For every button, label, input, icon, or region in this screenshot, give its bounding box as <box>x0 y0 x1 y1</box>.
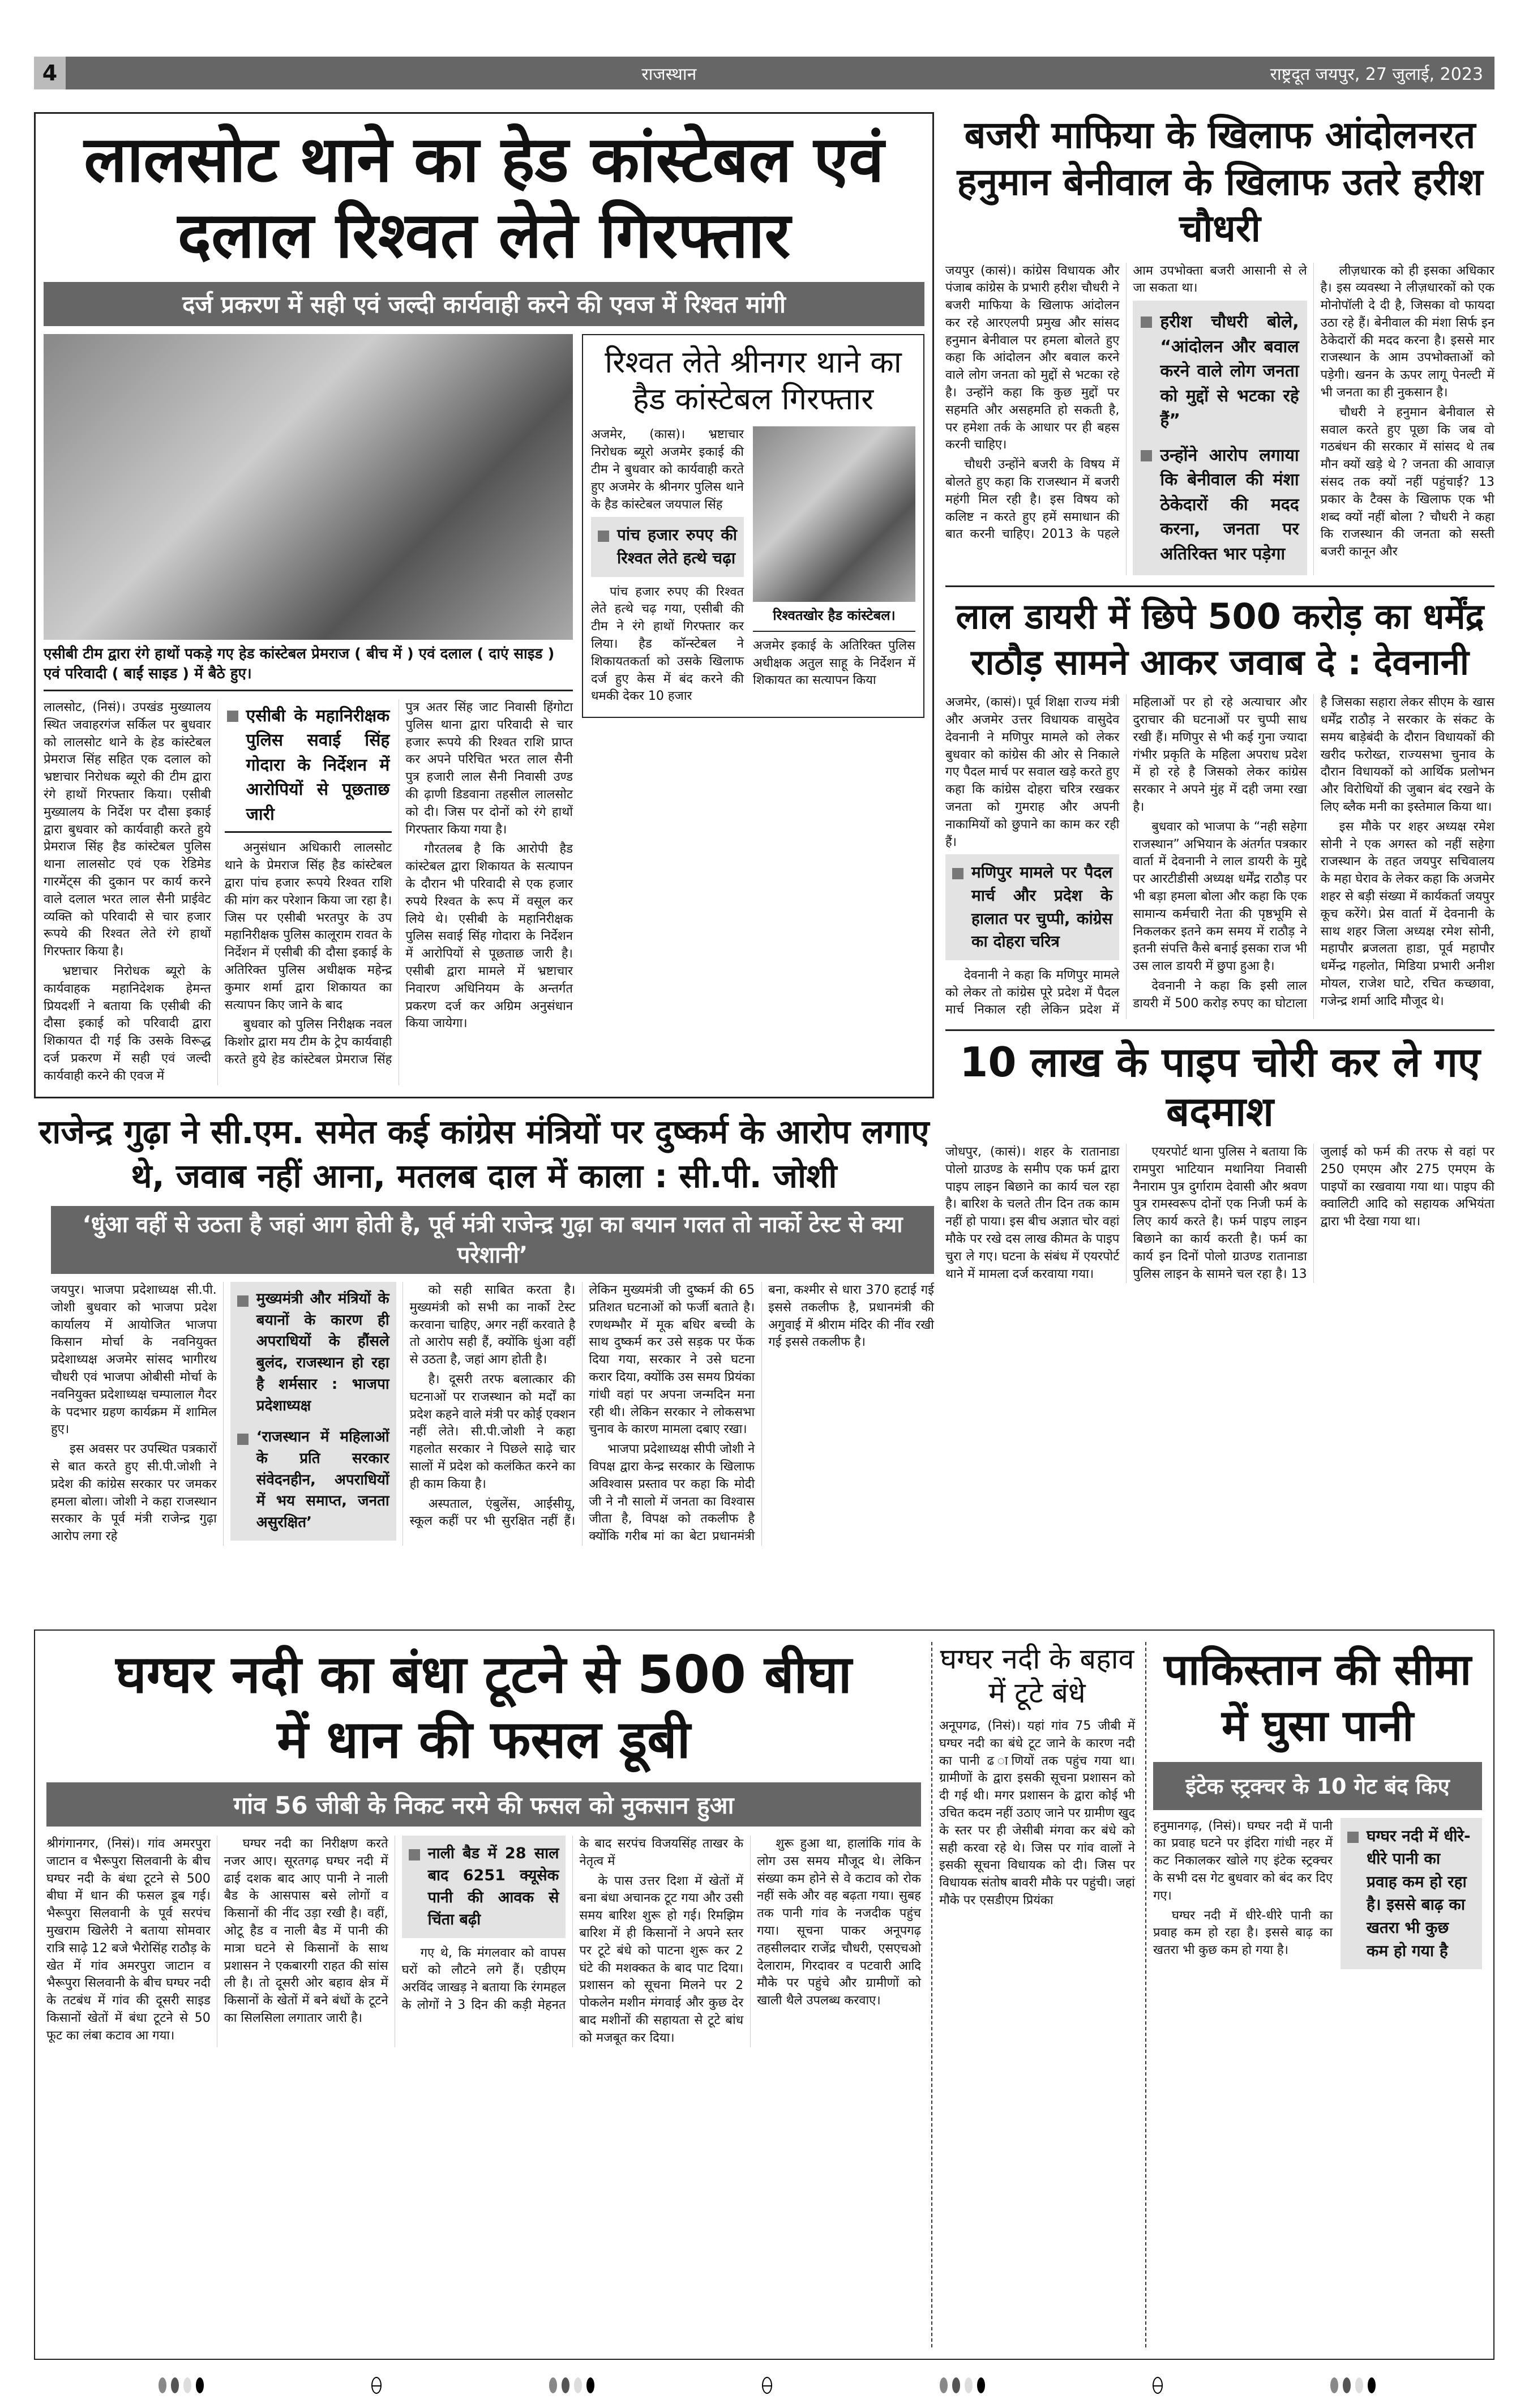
story-lalsot-subhead: दर्ज प्रकरण में सही एवं जल्दी कार्यवाही करने की एवज में रिश्वत मांगी <box>44 282 924 326</box>
paragraph: को सही साबित करता है। मुख्यमंत्री को सभी का नार्को टेस्ट करवाना चाहिए, अगर नहीं करवाते है तो आरोप सही हैं, क्योंकि धुंआ वहीं से उठता है, जहां आग होती है। <box>409 1283 576 1367</box>
story-bajri <box>945 112 1494 575</box>
paragraph: शुरू हुआ था, हालांकि गांव के लोग उस समय मौजूद थे। लेकिन संख्या कम होने से वे कटाव को रोक नहीं सके और वह बढ़ता गया। सुबह तक पानी गांव के नजदीक पहुंच गया। सूचना पाकर अनूपगढ़ तहसीलदार राजेंद्र चौधरी, एसएचओ देलाराम, गिरदावर व पटवारी आदि मौके पर पहुंचे और ग्रामीणों को खाली थैले उपलब्ध करवाए। <box>757 1837 921 2008</box>
paragraph: एयरपोर्ट थाना पुलिस ने बताया कि रामपुरा भाटियान मथानिया निवासी नैनाराम पुत्र दुर्गाराम देवासी और श्रवण पुत्र रामस्वरूप दोनों एक निजी फर्म के लिए कार्य करते है। फर्म पाइप लाइन बिछाने का कार्य करती है। फर्म का कार्य इन दिनों पोलो ग्राउण्ड रातानाडा पुलिस लाइन के सामने चल रहा है। 13 जुलाई को फर्म की तरफ से वहां पर 250 एमएम और 275 एमएम के पाइपों का रखवाया गया था। पाइप की क्वालिटी आदि को सहायक अभियंता द्वारा भी देखा गया था। <box>1133 1145 1494 1281</box>
paragraph: हनुमानगढ़, (निसं)। घग्घर नदी में पानी का प्रवाह घटने पर इंदिरा गांधी नहर में कट निकालकर खोले गए इंटेक स्ट्रक्चर के सभी दस गेट बुधवार को बंद कर दिए गए। <box>1153 1819 1333 1903</box>
story-bahav-body <box>939 1718 1135 1910</box>
paragraph: चौधरी उन्होंने बजरी के विषय में बोलते हुए कहा कि राजस्थान में बजरी महंगी मिल रही है। इस विषय को कलिष्ट न करते हुए हमें समाधान की बात करनी चाहिए। 2013 के पहले आम उपभोक्ता बजरी आसानी से ले जा सकता था। <box>945 263 1307 542</box>
story-srinagar <box>582 334 924 718</box>
highlight-text: मणिपुर मामले पर पैदल मार्च और प्रदेश के हालात पर चुप्पी, कांग्रेस का दोहरा चरित्र <box>971 863 1113 951</box>
story-lalsot-body <box>44 699 573 1085</box>
highlight-text: पांच हजार रुपए की रिश्वत लेते हत्थे चढ़ा <box>617 525 737 567</box>
paragraph: गए थे, कि मंगलवार को वापस घरों को लौटने लगे हैं। एडीएम अरविंद जाखड़ ने बताया कि रंगमहल के लोगों ने 3 दिन की कड़ी मेहनत के बाद सरपंच विजयसिंह ताखर के नेतृत्व में <box>401 1837 744 2012</box>
paragraph: अजमेर इकाई के अतिरिक्त पुलिस अधीक्षक अतुल साहू के निर्देशन में शिकायत का सत्यापन किया <box>753 638 915 688</box>
bullet-icon <box>1347 1832 1359 1843</box>
paragraph: के पास उत्तर दिशा में खेतों में बना बंधा अचानक टूट गया और उसी समय बारिश शुरू हो गई। रिमझिम बारिश में ही किसानों ने अपने स्तर पर टूटे बंधे को पाटना शुरू कर 2 घंटे की मशक्कत के बाद पाट दिया। प्रशासन को सूचना मिलने पर 2 पोकलेन मशीन मंगवाई और कुछ देर बाद मशीनों की सहायता से टूटे बांध को मजबूत कर दिया। <box>579 1874 744 2045</box>
story-devnani-highlight <box>945 854 1119 960</box>
color-bar <box>940 2377 985 2393</box>
bullet-icon <box>237 1295 249 1307</box>
highlight-text: एसीबी के महानिरीक्षक पुलिस सवाई सिंह गोदारा के निर्देशन में आरोपियों से पूछताछ जारी <box>246 705 390 824</box>
bullet-icon <box>227 711 238 722</box>
paragraph: भ्रष्टाचार निरोधक ब्यूरो के कार्यवाहक महानिदेशक हेमन्त प्रियदर्शी ने बताया कि एसीबी की दौसा इकाई को परिवादी द्वारा शिकायत दी गई कि उसके विरूद्ध दर्ज प्रकरण में सही एवं जल्दी कार्यवाही करने की एवज में <box>44 964 211 1083</box>
divider <box>945 585 1494 587</box>
paragraph: जयपुर। भाजपा प्रदेशाध्यक्ष सी.पी. जोशी बुधवार को भाजपा प्रदेश कार्यालय में आयोजित भाजपा किसान मोर्चा के नवनियुक्त प्रदेशाध्यक्ष अजमेर सांसद भागीरथ चौधरी एवं भाजपा ओबीसी मोर्चा के नवनियुक्त प्रदेशाध्यक्ष चम्पालाल गैदर के पदभार ग्रहण कार्यक्रम में शामिल हुए। <box>51 1283 217 1437</box>
highlight-text: मुख्यमंत्री और मंत्रियों के बयानों के कारण ही अपराधियों के हौंसले बुलंद, राजस्थान हो रहा है शर्मसार : भाजपा प्रदेशाध्यक्ष <box>256 1290 389 1414</box>
highlight-text: उन्होंने आरोप लगाया कि बेनीवाल की मंशा ठेकेदारों की मदद करना, जनता पर अतिरिक्त भार पड़ेगा <box>1160 445 1299 564</box>
paragraph: बुधवार को भाजपा के “नही सहेगा राजस्थान” अभियान के अंतर्गत पत्रकार वार्ता में देवनानी ने लाल डायरी के मुद्दे पर आरटीडीसी अध्यक्ष धर्मेंद्र राठौड़ पर भी बड़ा हमला बोला और कहा कि एक सामान्य कर्मचारी नेता की पृष्ठभूमि से निकलकर इतने कम समय में राठौड़ ने इतनी संपत्ति कैसे बनाई इसका राज भी उस लाल डायरी में छुपा हुआ है। <box>1133 819 1307 974</box>
story-ghaggar-subhead: गांव 56 जीबी के निकट नरमे की फसल को नुकसान हुआ <box>46 1782 921 1827</box>
story-pakistan-subhead: इंटेक स्ट्रक्चर के 10 गेट बंद किए <box>1153 1762 1482 1810</box>
bullet-icon <box>598 531 609 542</box>
paragraph: जोधपुर, (कासं)। शहर के रातानाडा पोलो ग्राउण्ड के समीप एक फर्म द्वारा पाइप लाइन बिछाने का कार्य चल रहा है। बारिश के चलते तीन दिन तक काम नहीं हो पाया। इस बीच अज्ञात चोर वहां मौके पर रखे दस लाख कीमत के पाइप चुरा ले गए। घटना के संबंध में एयरपोर्ट थाने में मामला दर्ज करवाया गया। <box>945 1145 1120 1281</box>
paragraph: घग्घर नदी में धीरे-धीरे पानी का प्रवाह कम हो रहा है। इससे बाढ़ का खतरा भी कुछ कम हो गया है। <box>1153 1908 1333 1958</box>
paragraph: इस मौके पर शहर अध्यक्ष रमेश सोनी ने एक अगस्त को नहीं सहेगा राजस्थान के तहत जयपुर सचिवालय के महा घेराव के लेकर कहा कि अजमेर शहर से बड़ी संख्या में कार्यकर्ता जयपुर कूच करेंगे। प्रेस वार्ता में देवनानी के साथ शहर जिला अध्यक्ष रमेश सोनी, महापौर ब्रजलता हाडा, पूर्व महापौर धर्मेन्द्र गहलोत, मिडिया प्रभारी अनीश मोयल, राजेश घाटे, रचित कच्छावा, गजेन्द्र शर्मा आदि मौजूद थे। <box>1320 819 1494 1008</box>
highlight-text: ‘राजस्थान में महिलाओं के प्रति सरकार संवेदनहीन, अपराधियों में भय समाप्त, जनता असुरक्षित’ <box>256 1428 389 1531</box>
bullet-icon <box>952 868 963 879</box>
divider <box>44 690 573 691</box>
page-number: 4 <box>34 57 66 89</box>
divider <box>945 1029 1494 1031</box>
bullet-icon <box>237 1434 249 1445</box>
story-lalsot-content <box>44 334 924 1085</box>
paragraph: पांच हजार रुपए की रिश्वत लेते हत्थे चढ़ गया, एसीबी की टीम ने रंगे हाथों गिरफ्तार कर लिया। हैड कॉन्स्टेबल ने शिकायतकर्ता को उसके खिलाफ दर्ज हुए केस में बंद करने की धमकी देकर 10 हजार <box>591 584 744 704</box>
story-pakistan-highlight <box>1341 1818 1482 1970</box>
paragraph: अनूपगढ, (निसं)। यहां गांव 75 जीबी में घग्घर नदी का बंधे टूट जाने के कारण नदी का पानी ढ ाणियों तक पहुंच गया था। ग्रामीणों के द्वारा इसकी सूचना प्रशासन को दी गई थी। मगर प्रशासन के द्वारा कोई भी उचित कदम नहीं उठाए जाने पर ग्रामीण खुद के स्तर पर ही जेसीबी मंगवा कर बंधे को सही करवा रहे थे। जिस पर गांव वालों ने इसकी सूचना विधायक को दी। जिस पर विधायक संतोष बावरी मौके पर पहुंची। जहां मौके पर एसडीएम प्रियंका <box>939 1719 1135 1907</box>
story-gudha-headline: राजेन्द्र गुढ़ा ने सी.एम. समेत कई कांग्रेस मंत्रियों पर दुष्कर्म के आरोप लगाए थे, जवाब नहीं आना, मतलब दाल में काला : सी.पी. जोशी <box>38 1112 930 1195</box>
story-devnani-body <box>945 694 1494 1019</box>
paper-date: राष्ट्रदूत जयपुर, 27 जुलाई, 2023 <box>1270 64 1483 84</box>
highlight-text: हरीश चौधरी बोले, “आंदोलन और बवाल करने वाले लोग जनता को मुद्दों से भटका रहे हैं” <box>1160 312 1299 431</box>
crosshair-icon <box>1153 2377 1163 2394</box>
paragraph: इस अवसर पर उपस्थित पत्रकारों से बात करते हुए सी.पी.जोशी ने प्रदेश की कांग्रेस सरकार पर जमकर हमला बोला। जोशी ने कहा राजस्थान सरकार के पूर्व मंत्री राजेन्द्र गुढ़ा आरोप लगा रहे <box>51 1442 217 1544</box>
color-bar <box>159 2377 204 2393</box>
crosshair-icon <box>762 2377 772 2394</box>
story-bajri-body <box>945 263 1494 576</box>
story-bajri-highlights <box>1133 301 1307 575</box>
story-ghaggar-body <box>46 1836 921 2047</box>
story-gudha-subhead: ‘धुंआ वहीं से उठता है जहां आग होती है, पूर्व मंत्री राजेन्द्र गुढ़ा का बयान गलत तो नार्को टेस्ट से क्या परेशानी’ <box>51 1206 934 1274</box>
story-ghaggar-headline: घग्घर नदी का बंधा टूटने से 500 बीघा में धान की फसल डूबी <box>115 1644 852 1770</box>
paragraph: जयपुर (कासं)। कांग्रेस विधायक और पंजाब कांग्रेस के प्रभारी हरीश चौधरी ने बजरी माफिया के खिलाफ आंदोलन कर रहे आरएलपी प्रमुख और सांसद हनुमान बेनीवाल पर हमला बोलते हुए कहा कि आंदोलन और बवाल करने वाले लोग जनता को मुद्दों से भटका रहे है। उन्होंने कहा कि कुछ मुद्दों पर सहमति और असहमति हो सकती है, पर हमेशा तर्क के आधार पर ही बहस करनी चाहिए। <box>945 263 1120 452</box>
bullet-icon <box>1141 450 1152 461</box>
paragraph: अजमेर, (कासं)। पूर्व शिक्षा राज्य मंत्री और अजमेर उत्तर विधायक वासुदेव देवनानी ने मणिपुर मामले को लेकर बुधवार को कांग्रेस की ओर से निकाले गए पैदल मार्च पर सवाल खड़े करते हुए कहा कि कांग्रेस दोहरा चरित्र रखकर जनता को गुमराह और अपनी नाकामियों को छुपाने का काम कर रही हैं। <box>945 695 1120 849</box>
crosshair-icon <box>371 2377 382 2394</box>
story-pipe-body <box>945 1144 1494 1283</box>
story-bajri-headline: बजरी माफिया के खिलाफ आंदोलनरत हनुमान बेनीवाल के खिलाफ उतरे हरीश चौधरी <box>957 113 1483 250</box>
story-ghaggar-highlight <box>402 1836 566 1938</box>
paragraph: बुधवार को पुलिस निरीक्षक नवल किशोर द्वारा मय टीम के ट्रेप कार्यवाही करते हुये हेड कांस्टेबल प्रेमराज सिंह पुत्र अतर सिंह जाट निवासी हिंगोटा पुलिस थाना द्वारा परिवादी से चार हजार रूपये की रिश्वत राशि प्राप्त कर अपने परिचित भरत लाल सैनी पुत्र हजारी लाल सैनी निवासी उण्ड की ढ़ाणी डिडवाना तहसील लालसोट को दी। जिस पर दोनों को रंगे हाथों गिरफ्तार किया गया है। <box>224 700 573 1067</box>
paragraph: श्रीगंगानगर, (निसं)। गांव अमरपुरा जाटान व भैरूपुरा सिलवानी के बीच घग्घर नदी के बंधा टूटने से 500 बीघा में धान की फसल डूब गई। भैरूपुरा सिलवानी के पूर्व सरपंच मुखराम खिलेरी ने बताया सोमवार रात्रि साढ़े 12 बजे भैरोसिंह राठौड़ के खेत में गांव अमरपुरा जाटान व भैरूपुरा सिलवानी के बीच घग्घर नदी के तटबंध में गांव की दूसरी साइड किसानों खेतों में बंधा टूटने से 50 फूट का लंबा कटाव आ गया। <box>46 1837 211 2043</box>
paragraph: देवनानी ने कहा कि इसी लाल डायरी में 500 करोड़ रुपए का घोटाला है जिसका सहारा लेकर सीएम के खास धर्मेंद्र राठौड़ ने सरकार के संकट के समय बाड़ेबंदी के दौरान विधायकों की खरीद फरोख्त, राज्यसभा चुनाव के दौरान विधायकों को आर्थिक प्रलोभन और विरोधियों की जुबान बंद रखने के लिए ब्लैक मनी का इस्तेमाल किया था। <box>1133 695 1494 1011</box>
paragraph: देवनानी ने कहा कि मणिपुर मामले को लेकर तो कांग्रेस पूरे प्रदेश में पैदल मार्च निकाल रही लेकिन प्रदेश में महिलाओं पर हो रहे अत्याचार और दुराचार की घटनाओं पर चुप्पी साध रखी हैं। मणिपुर से भी कई गुना ज्यादा गंभीर प्रकृति के महिला अपराध प्रदेश में हो रहे है जिसको लेकर कांग्रेस सरकार ने अपने मुंह में दही जमा रखा है। <box>945 695 1307 1017</box>
paragraph: अस्पताल, एंबुलेंस, आईसीयू, स्कूल कहीं पर भी सुरक्षित नहीं हैं। लेकिन मुख्यमंत्री जी दुष्कर्म की 65 प्रतिशत घटनाओं को फर्जी बताते है। रणथम्भौर में मूक बधिर बच्ची के साथ दुष्कर्म कर उसे सड़क पर फेंक दिया गया, सरकार ने उसे घटना करार दिया, क्योंकि उस समय प्रियंका गांधी वहां पर अपना जन्मदिन मना रही थी। लेकिन सरकार ने लोकसभा चुनाव के कारण मामला दबाए रखा। <box>409 1283 755 1529</box>
story-bahav-headline: घग्घर नदी के बहाव में टूटे बंधे <box>940 1643 1134 1709</box>
story-ghaggar <box>34 1629 1494 2360</box>
story-gudha-body <box>51 1282 934 1546</box>
story-lalsot-caption: एसीबी टीम द्वारा रंगे हाथों पकड़े गए हेड कांस्टेबल प्रेमराज ( बीच में ) एवं दलाल ( दाएं साइड ) एवं परिवादी ( बाईं साइड ) में बैठे हुए। <box>44 645 555 682</box>
story-pakistan <box>1145 1642 1482 2347</box>
top-region <box>34 112 1494 1618</box>
story-srinagar-side <box>753 426 915 708</box>
highlight-text: घग्घर नदी में धीरे-धीरे पानी का प्रवाह कम हो रहा है। इससे बाढ़ का खतरा भी कुछ कम हो गया है <box>1367 1826 1471 1960</box>
paragraph: चौधरी ने हनुमान बेनीवाल से सवाल करते हुए पूछा कि जब वो गठबंधन की सरकार में सांसद थे तब मौन क्यों खड़े थे ? जनता की आवाज़ संसद तक क्यों नहीं पहुंचाई? 13 प्रकार के टैक्स के खिलाफ एक भी शब्द क्यों नहीं बोला ? चौधरी ने कहा कि राजस्थान की जनता को सस्ती बजरी कानून और <box>1320 405 1494 559</box>
section-title: राजस्थान <box>641 64 697 84</box>
story-pakistan-headline: पाकिस्तान की सीमा में घुसा पानी <box>1164 1644 1471 1751</box>
story-pipe-headline: 10 लाख के पाइप चोरी कर ले गए बदमाश <box>960 1038 1480 1135</box>
story-lalsot-photo <box>44 334 573 640</box>
bullet-icon <box>409 1849 420 1860</box>
paragraph: गौरतलब है कि आरोपी हैड कांस्टेबल द्वारा शिकायत के सत्यापन के दौरान भी परिवादी से एक हजार रुपये रिश्वत के रूप में वसूल कर लिये थे। एसीबी के महानिरीक्षक पुलिस सवाई सिंह गोदारा के निर्देशन में आरोपियों से पूछताछ जारी है। एसीबी द्वारा मामले में भ्रष्टाचार निवारण अधिनियम के अन्तर्गत प्रकरण दर्ज कर अग्रिम अनुसंधान किया जायेगा। <box>405 842 573 1031</box>
story-pakistan-content <box>1153 1818 1482 1970</box>
story-lalsot-main <box>44 334 573 1085</box>
story-gudha <box>34 1110 934 1546</box>
paragraph: अनुसंधान अधिकारी लालसोट थाने के प्रेमराज सिंह हैड कांस्टेबल द्वारा पांच हजार रूपये रिश्वत राशि की मांग कर परेशान किया जा रहा है। जिस पर एसीबी भरतपुर के उप महानिरीक्षक पुलिस कालूराम रावत के निर्देशन में एसीबी की दौसा इकाई के अतिरिक्त पुलिस अधीक्षक महेन्द्र कुमार शर्मा द्वारा शिकायत का सत्यापन किए जाने के बाद <box>224 841 392 1012</box>
story-devnani <box>945 594 1494 1019</box>
story-gudha-highlights <box>230 1282 396 1541</box>
paragraph: अजमेर, (कास)। भ्रष्टाचार निरोधक ब्यूरो अजमेर इकाई की टीम ने बुधवार को कार्यवाही करते हुए अजमेर के श्रीनगर पुलिस थाने के हैड कांस्टेबल जयपाल सिंह <box>591 427 744 512</box>
paragraph: घग्घर नदी का निरीक्षण करते नजर आए। सूरतगढ़ घग्घर नदी में ढाई दशक बाद आए पानी ने नाली बैड के आसपास बसे लोगों व किसानों की नींद उड़ा रखी है। वहीं, ओटू हैड व नाली बैड में पानी की मात्रा घटने से किसानों के साथ प्रशासन ने एकबारगी राहत की सांस ली है। तो दूसरी ओर बहाव क्षेत्र में किसानों के खेतों में बने बंधों के टूटने का सिलसिला लगातार जारी है। <box>224 1837 388 2025</box>
story-lalsot <box>34 112 934 1098</box>
story-pipe <box>945 1038 1494 1283</box>
print-registration-marks <box>159 2377 1376 2394</box>
story-srinagar-headline: रिश्वत लेते श्रीनगर थाने का हैड कांस्टेबल गिरफ्तार <box>605 344 902 417</box>
paragraph: लीज़धारक को ही इसका अधिकार है। इस व्यवस्था ने लीज़धारकों को एक मोनोपॉली दे दी है, जिसका वो फायदा उठा रहे हैं। बेनीवाल की मंशा सिर्फ इन ठेकेदारों की मदद करना है। इससे मार राजस्थान के आम उपभोक्ताओं को पड़ेगी। खनन के ऊपर लागू पेनल्टी में भी जनता का ही नुकसान है। <box>1320 263 1494 400</box>
paragraph: है। दूसरी तरफ बलात्कार की घटनाओं पर राजस्थान को मर्दों का प्रदेश कहने वाले मंत्री पर कोई एक्शन नहीं लेते। सी.पी.जोशी ने कहा गहलोत सरकार ने पिछले साढ़े चार सालों में प्रदेश को कलंकित करने का ही काम किया है। <box>409 1372 576 1491</box>
story-ghaggar-main <box>46 1642 921 2347</box>
highlight-text: नाली बैड में 28 साल बाद 6251 क्यूसेक पानी की आवक से चिंता बढ़ी <box>427 1845 559 1929</box>
paragraph: भाजपा प्रदेशाध्यक्ष सीपी जोशी ने विपक्ष द्वारा केन्द्र सरकार के खिलाफ अविश्वास प्रस्ताव पर कहा कि मोदी जी ने नौ सालो में जनता का विश्वास जीता है, विपक्ष को तकलीफ है क्योंकि गरीब मां का बेटा प्रधानमंत्री बना, कश्मीर से धारा 370 हटाई गई इससे तकलीफ है, प्रधानमंत्री की अगुवाई में श्रीराम मंदिर की नींव रखी गई इससे तकलीफ है। <box>589 1283 934 1544</box>
color-bar <box>549 2377 594 2393</box>
story-lalsot-headline: लालसोट थाने का हेड कांस्टेबल एवं दलाल रिश्वत लेते गिरफ्तार <box>84 123 884 273</box>
story-pakistan-body <box>1153 1818 1333 1970</box>
story-srinagar-content <box>591 426 915 708</box>
story-lalsot-highlight <box>225 699 392 833</box>
story-srinagar-photo <box>753 426 915 602</box>
story-devnani-headline: लाल डायरी में छिपे 500 करोड़ का धर्मेंद्र राठौड़ सामने आकर जवाब दे : देवनानी <box>956 596 1484 683</box>
story-srinagar-body-right <box>753 638 915 690</box>
story-srinagar-body <box>591 426 744 708</box>
story-srinagar-caption: रिश्वतखोर हैड कांस्टेबल। <box>753 602 915 631</box>
story-srinagar-highlight <box>591 517 744 576</box>
story-bahav <box>931 1642 1135 2347</box>
color-bar <box>1330 2377 1376 2393</box>
left-column <box>34 112 934 1618</box>
bullet-icon <box>1141 316 1152 328</box>
paragraph: लालसोट, (निसं)। उपखंड मुख्यालय स्थित जवाहरगंज सर्किल पर बुधवार को लालसोट थाने के हेड कांस्टेबल प्रेमराज सिंह सहित एक दलाल को भ्रष्टाचार निरोधक ब्यूरो की टीम द्वारा रंगे हाथों गिरफ्तार किया। एसीबी मुख्यालय के निर्देश पर दौसा इकाई द्वारा बुधवार को कार्यवाही करते हुये प्रेमराज सिंह हैड कांस्टेबल पुलिस थाना लालसोट एवं एक रेडिमेड गारमेंट्स की दुकान पर कार्य करने वाले दलाल भरत लाल सैनी प्राईवेट व्यक्ति को परिवादी से चार हजार रूपये की रिश्वत लेते रंगे हाथों गिरफ्तार किया है। <box>44 700 211 959</box>
page-header-bar <box>34 57 1494 89</box>
right-column <box>945 112 1494 1618</box>
